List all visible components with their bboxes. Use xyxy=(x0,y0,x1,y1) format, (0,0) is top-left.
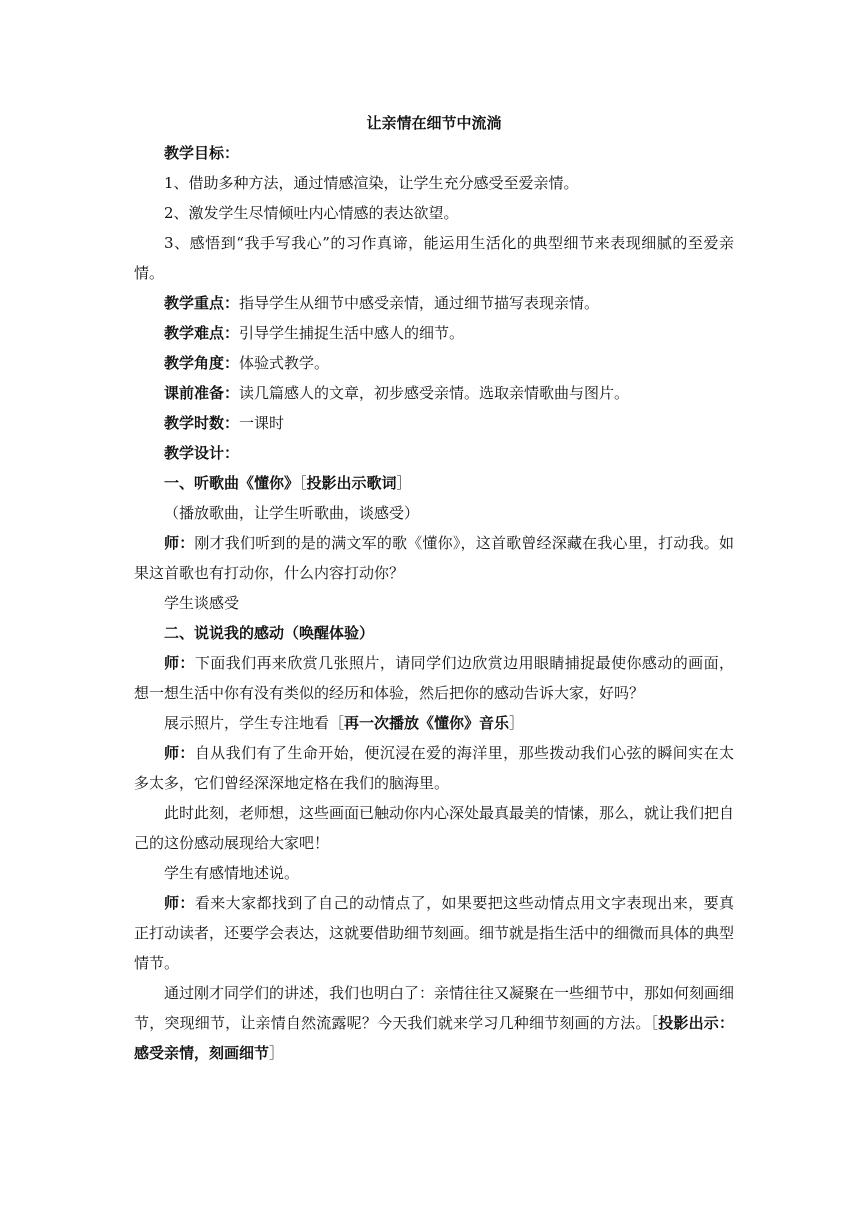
bold-text: 教学难点： xyxy=(164,324,240,342)
text-segment: 下面我们再来欣赏几张照片，请同学们边欣赏边用眼睛捕捉最使你感动的画面，想一想生活中你有没有类似的经历和体验，然后把你的感动告诉大家，好吗？ xyxy=(134,654,734,702)
bold-text: 师： xyxy=(164,534,195,552)
bold-text: 投影出示：感受亲情，刻画细节 xyxy=(134,1014,734,1062)
bold-text: 再一次播放《懂你》音乐 xyxy=(344,714,510,732)
paragraph xyxy=(134,588,734,618)
paragraph xyxy=(134,738,734,798)
text-segment: 展示照片，学生专注地看［ xyxy=(164,714,345,732)
document-body xyxy=(134,138,734,1068)
bold-text: 二、说说我的感动（唤醒体验） xyxy=(164,624,375,642)
text-segment: 2、激发学生尽情倾吐内心情感的表达欲望。 xyxy=(164,204,459,222)
paragraph xyxy=(134,408,734,438)
bold-text: 一、听歌曲《懂你》 xyxy=(164,474,300,492)
paragraph xyxy=(134,468,734,498)
paragraph xyxy=(134,378,734,408)
document-title: 让亲情在细节中流淌 xyxy=(366,114,502,132)
paragraph xyxy=(134,978,734,1068)
text-segment: ］ xyxy=(396,474,412,492)
text-segment: 引导学生捕捉生活中感人的细节。 xyxy=(239,324,465,342)
paragraph xyxy=(134,288,734,318)
text-segment: 学生谈感受 xyxy=(164,594,240,612)
paragraph xyxy=(134,318,734,348)
bold-text: 课前准备： xyxy=(164,384,240,402)
paragraph xyxy=(134,138,734,168)
document-page xyxy=(134,108,734,1068)
bold-text: 教学设计： xyxy=(164,444,240,462)
paragraph xyxy=(134,228,734,288)
paragraph xyxy=(134,798,734,858)
text-segment: ］ xyxy=(269,1044,285,1062)
paragraph xyxy=(134,708,734,738)
paragraph xyxy=(134,438,734,468)
text-segment: 通过刚才同学们的讲述，我们也明白了：亲情往往又凝聚在一些细节中，那如何刻画细节，突现细节，让亲情自然流露呢？今天我们就来学习几种细节刻画的方法。［ xyxy=(134,984,735,1032)
text-segment: ［ xyxy=(299,474,307,492)
bold-text: 教学角度： xyxy=(164,354,240,372)
paragraph xyxy=(134,888,734,978)
bold-text: 师： xyxy=(164,894,195,912)
paragraph xyxy=(134,648,734,708)
paragraph xyxy=(134,498,734,528)
text-segment: 此时此刻，老师想，这些画面已触动你内心深处最真最美的情愫，那么，就让我们把自己的这份感动展现给大家吧！ xyxy=(134,804,735,852)
paragraph xyxy=(134,858,734,888)
bold-text: 教学重点： xyxy=(164,294,240,312)
text-segment: 指导学生从细节中感受亲情，通过细节描写表现亲情。 xyxy=(239,294,600,312)
paragraph xyxy=(134,618,734,648)
text-segment: 学生有感情地述说。 xyxy=(164,864,300,882)
text-segment: 体验式教学。 xyxy=(239,354,330,372)
paragraph xyxy=(134,198,734,228)
paragraph xyxy=(134,168,734,198)
text-segment: 3、感悟到“我手写我心”的习作真谛，能运用生活化的典型细节来表现细腻的至爱亲情。 xyxy=(134,234,734,282)
text-segment: ］ xyxy=(509,714,525,732)
bold-text: 师： xyxy=(164,654,195,672)
bold-text: 师： xyxy=(164,744,195,762)
bold-text: 教学时数： xyxy=(164,414,240,432)
text-segment: 读几篇感人的文章，初步感受亲情。选取亲情歌曲与图片。 xyxy=(239,384,630,402)
paragraph xyxy=(134,348,734,378)
text-segment: 看来大家都找到了自己的动情点了，如果要把这些动情点用文字表现出来，要真正打动读者，还要学会表达，这就要借助细节刻画。细节就是指生活中的细微而具体的典型情节。 xyxy=(134,894,735,972)
paragraph xyxy=(134,528,734,588)
bold-text: 教学目标： xyxy=(164,144,240,162)
text-segment: 一课时 xyxy=(239,414,285,432)
text-segment: （播放歌曲，让学生听歌曲，谈感受） xyxy=(164,504,420,522)
text-segment: 刚才我们听到的是的满文军的歌《懂你》，这首歌曾经深藏在我心里，打动我。如果这首歌也有打动你，什么内容打动你？ xyxy=(134,534,734,582)
bold-text: 投影出示歌词 xyxy=(306,474,397,492)
text-segment: 自从我们有了生命开始，便沉浸在爱的海洋里，那些拨动我们心弦的瞬间实在太多太多，它们曾经深深地定格在我们的脑海里。 xyxy=(134,744,734,792)
text-segment: 1、借助多种方法，通过情感渲染，让学生充分感受至爱亲情。 xyxy=(164,174,579,192)
